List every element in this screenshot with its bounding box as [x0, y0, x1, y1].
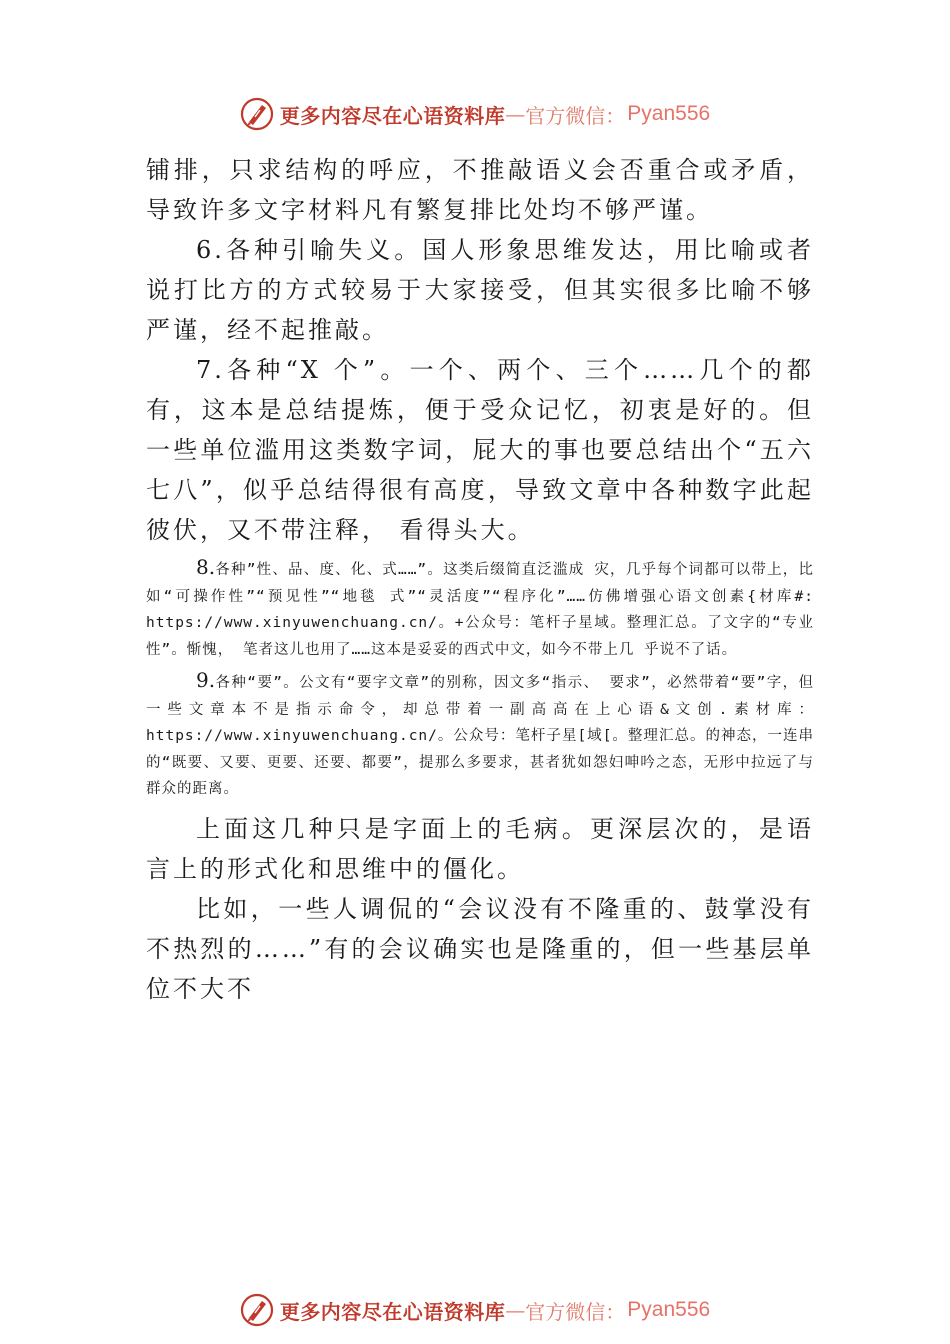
paragraph-item-7: 7.各种“X 个”。一个、两个、三个……几个的都有，这本是总结提炼，便于受众记忆，初衷是好的。但一些单位滥用这类数字词，屁大的事也要总结出个“五六七八”，似乎总结得很有高度，导致文章中各种数字此起彼伏，又不带注释， 看得头大。	[146, 356, 814, 544]
footer-banner	[0, 1290, 950, 1330]
item-9-number: 9.	[196, 668, 216, 692]
banner-dash: —	[505, 102, 526, 126]
footer-wechat-id: Pyan556	[627, 1298, 711, 1321]
footer-main-text: 更多内容尽在心语资料库	[279, 1299, 506, 1324]
footer-dash: —	[505, 1298, 526, 1322]
pen-nib-logo-icon	[240, 1293, 274, 1327]
paragraph-item-6: 6.各种引喻失义。国人形象思维发达，用比喻或者说打比方的方式较易于大家接受，但其实很多比喻不够严谨，经不起推敲。	[146, 236, 814, 344]
header-banner	[0, 94, 950, 134]
banner-wechat-id: Pyan556	[627, 102, 711, 125]
document-body	[146, 150, 814, 1009]
pen-nib-logo-icon	[240, 97, 274, 131]
banner-main-text: 更多内容尽在心语资料库	[279, 103, 506, 128]
item-8-number: 8.	[196, 555, 216, 579]
paragraph-continuation: 铺排，只求结构的呼应，不推敲语义会否重合或矛盾，导致许多文字材料凡有繁复排比处均不够严谨。	[146, 156, 814, 224]
footer-wechat-label: 官方微信：	[525, 1299, 626, 1324]
paragraph-summary: 上面这几种只是字面上的毛病。更深层次的，是语言上的形式化和思维中的僵化。	[146, 814, 814, 883]
paragraph-item-9	[146, 667, 814, 803]
paragraph-item-8	[146, 554, 814, 663]
banner-wechat-label: 官方微信：	[525, 103, 626, 128]
item-8-text: 各种”性、品、度、化、式……”。这类后缀简直泛滥成 灾，几乎每个词都可以带上，比如“可操作性”“预见性”“地毯 式”“灵活度”“程序化”……仿佛增强心语文创素{材库#: https://www.xinyuwenchuang.cn/。+公众号：笔杆子星域。整理汇总。了文字的“专业性”。惭愧， 笔者这儿也用了……这本是妥妥的西式中文，如今不带上几 乎说不了话。	[146, 562, 814, 658]
paragraph-example: 比如，一些人调侃的“会议没有不隆重的、鼓掌没有不热烈的……”有的会议确实也是隆重的，但一些基层单位不大不	[146, 894, 814, 1003]
item-9-text: 各种“要”。公文有“要字文章”的别称，因文多“指示、 要求”，必然带着“要”字，但一些文章本不是指示命令，却总带着一副高高在上心语&文创.素材库：https://www.xinyuwenchuang.cn/。公众号：笔杆子星[域[。整理汇总。的神态，一连串的“既要、又要、更要、还要、都要”，提那么多要求，甚者犹如怨妇呻吟之态，无形中拉远了与群众的距离。	[146, 675, 814, 797]
